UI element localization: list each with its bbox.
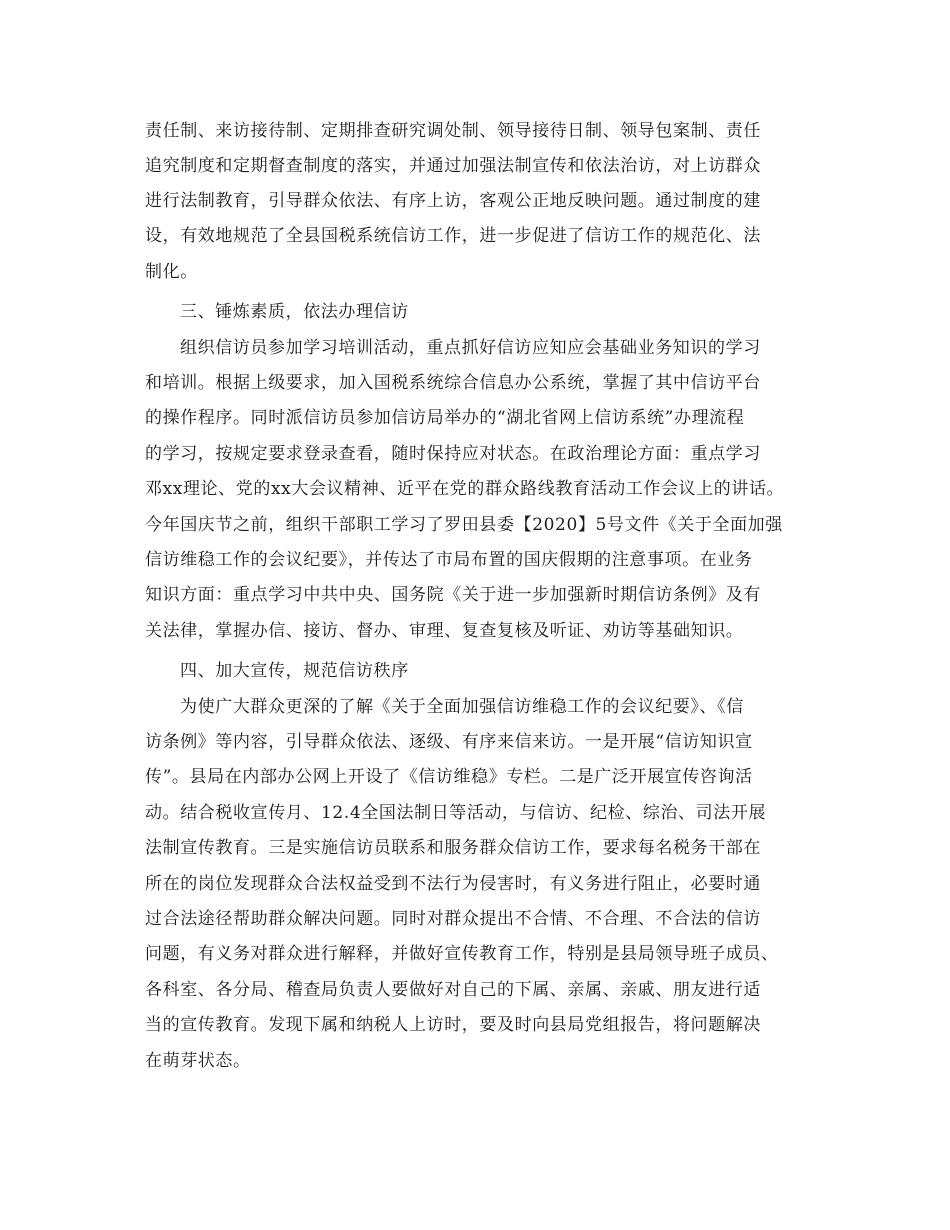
- body-text-line: 所在的岗位发现群众合法权益受到不法行为侵害时，有义务进行阻止，必要时通: [145, 874, 761, 894]
- section-heading: 三、锤炼素质，依法办理信访: [180, 302, 409, 322]
- body-text-line: 的学习，按规定要求登录查看，随时保持应对状态。在政治理论方面：重点学习: [145, 444, 761, 464]
- body-text-line: 各科室、各分局、稽查局负责人要做好对自己的下属、亲属、亲戚、朋友进行适: [145, 980, 761, 1000]
- body-text-line: 问题，有义务对群众进行解释，并做好宣传教育工作，特别是县局领导班子成员、: [145, 944, 779, 964]
- body-text-line: 当的宣传教育。发现下属和纳税人上访时，要及时向县局党组报告，将问题解决: [145, 1015, 761, 1035]
- body-text-line: 为使广大群众更深的了解《关于全面加强信访维稳工作的会议纪要》、《信: [180, 697, 744, 717]
- body-text-line: 知识方面：重点学习中共中央、国务院《关于进一步加强新时期信访条例》及有: [145, 585, 761, 605]
- body-text-line: 组织信访员参加学习培训活动，重点抓好信访应知应会基础业务知识的学习: [180, 338, 761, 358]
- body-text-line: 今年国庆节之前，组织干部职工学习了罗田县委【2020】5号文件《关于全面加强: [145, 515, 783, 535]
- body-text-line: 追究制度和定期督查制度的落实，并通过加强法制宣传和依法治访，对上访群众: [145, 156, 761, 176]
- section-heading: 四、加大宣传，规范信访秩序: [180, 661, 409, 681]
- body-text-line: 动。结合税收宣传月、12.4全国法制日等活动，与信访、纪检、综治、司法开展: [145, 803, 767, 823]
- body-text-line: 传”。县局在内部办公网上开设了《信访维稳》专栏。二是广泛开展宣传咨询活: [145, 767, 753, 787]
- body-text-line: 信访维稳工作的会议纪要》，并传达了市局布置的国庆假期的注意事项。在业务: [145, 550, 753, 570]
- body-text-line: 邓xx理论、党的xx大会议精神、近平在党的群众路线教育活动工作会议上的讲话。: [145, 479, 785, 499]
- body-text-line: 在萌芽状态。: [145, 1051, 251, 1071]
- body-text-line: 关法律，掌握办信、接访、督办、审理、复查复核及听证、劝访等基础知识。: [145, 621, 744, 641]
- body-text-line: 制化。: [145, 262, 198, 282]
- body-text-line: 设，有效地规范了全县国税系统信访工作，进一步促进了信访工作的规范化、法: [145, 226, 761, 246]
- body-text-line: 的操作程序。同时派信访员参加信访局举办的“湖北省网上信访系统”办理流程: [145, 408, 745, 428]
- body-text-line: 过合法途径帮助群众解决问题。同时对群众提出不合情、不合理、不合法的信访: [145, 909, 761, 929]
- body-text-line: 访条例》等内容，引导群众依法、逐级、有序来信来访。一是开展“信访知识宣: [145, 732, 753, 752]
- body-text-line: 进行法制教育，引导群众依法、有序上访，客观公正地反映问题。通过制度的建: [145, 191, 761, 211]
- body-text-line: 法制宣传教育。三是实施信访员联系和服务群众信访工作，要求每名税务干部在: [145, 838, 761, 858]
- body-text-line: 和培训。根据上级要求，加入国税系统综合信息办公系统，掌握了其中信访平台: [145, 373, 761, 393]
- body-text-line: 责任制、来访接待制、定期排查研究调处制、领导接待日制、领导包案制、责任: [145, 121, 761, 141]
